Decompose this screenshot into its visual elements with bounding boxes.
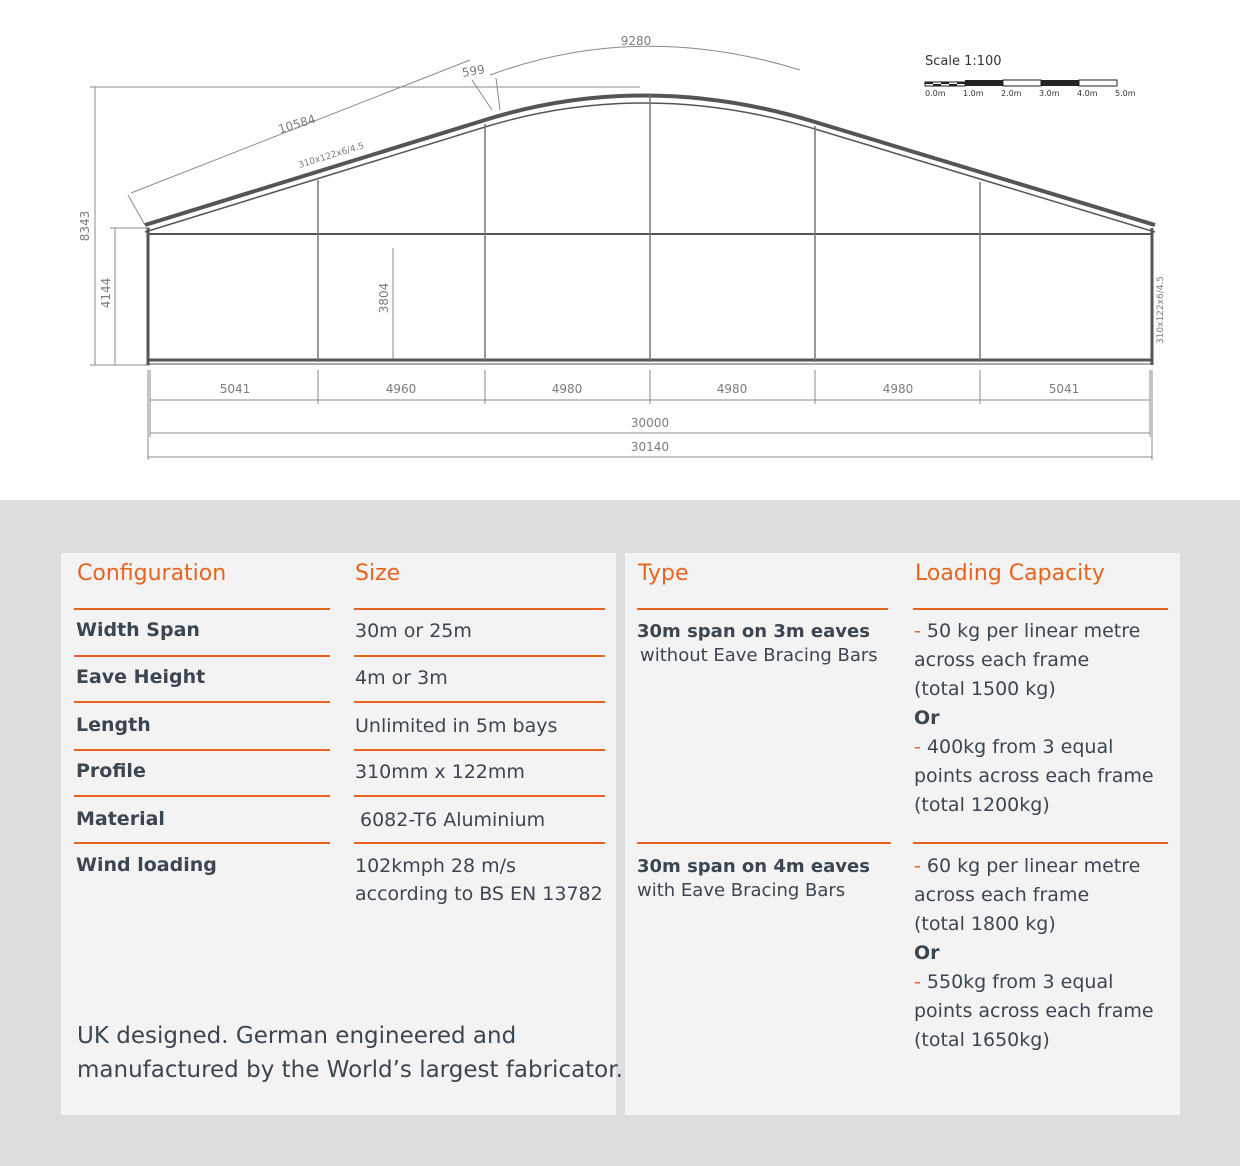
rafter-length-dim: 10584	[276, 111, 318, 137]
span-inner-dim: 30000	[630, 416, 670, 430]
type-option-2-detail: with Eave Bracing Bars	[637, 880, 846, 901]
rafter-profile-dim: 310x122x6/4.5	[297, 141, 366, 171]
capacity-1a-line-2: across each frame	[914, 649, 1090, 671]
row-label-profile: Profile	[76, 760, 146, 782]
configuration-header: Configuration	[77, 561, 227, 586]
divider	[74, 608, 330, 610]
scale-tick-0: 0.0m	[925, 89, 946, 98]
type-option-1	[637, 620, 878, 668]
specs-card	[61, 553, 623, 1115]
row-value-width-span: 30m or 25m	[355, 620, 472, 642]
divider	[354, 608, 605, 610]
divider	[354, 795, 605, 797]
divider	[913, 842, 1168, 844]
or-separator: Or	[914, 707, 940, 729]
structure-drawing	[0, 0, 1240, 500]
capacity-2b-line-2: points across each frame	[914, 1000, 1154, 1022]
type-option-1-detail: without Eave Bracing Bars	[640, 645, 878, 666]
bay-dim-6: 5041	[1048, 382, 1080, 396]
divider	[913, 608, 1168, 610]
height-dimension-lines	[90, 60, 640, 365]
divider	[637, 608, 888, 610]
row-label-length: Length	[76, 714, 151, 736]
loading-capacity-header: Loading Capacity	[915, 561, 1105, 586]
row-label-material: Material	[76, 808, 165, 830]
capacity-1a-line-1: 50 kg per linear metre	[926, 620, 1141, 642]
bay-dim-5: 4980	[882, 382, 914, 396]
scale-tick-4: 4.0m	[1077, 89, 1098, 98]
bullet-dash: -	[914, 620, 927, 642]
span-outer-dim: 30140	[630, 440, 670, 454]
capacity-1b-line-3: (total 1200kg)	[914, 794, 1050, 816]
type-option-1-title: 30m span on 3m eaves	[637, 621, 870, 642]
divider	[74, 655, 330, 657]
tagline-line-2: manufactured by the World’s largest fabricator.	[77, 1057, 623, 1083]
capacity-option-1	[914, 617, 1154, 820]
scale-tick-5: 5.0m	[1115, 89, 1136, 98]
leg-profile-dim: 310x122x6/4.5	[1156, 275, 1166, 345]
scale-bar	[925, 80, 1117, 86]
row-label-width-span: Width Span	[76, 619, 200, 641]
capacity-2b-line-1: 550kg from 3 equal	[926, 971, 1114, 993]
type-option-2	[637, 855, 870, 903]
spec-panel	[0, 500, 1240, 1166]
row-label-wind-loading: Wind loading	[76, 854, 217, 876]
type-option-2-title: 30m span on 4m eaves	[637, 856, 870, 877]
capacity-1b-line-2: points across each frame	[914, 765, 1154, 787]
divider	[354, 655, 605, 657]
divider	[354, 701, 605, 703]
scale-label: Scale 1:100	[925, 54, 1002, 69]
type-header: Type	[638, 561, 689, 586]
divider	[74, 842, 330, 844]
row-value-profile: 310mm x 122mm	[355, 761, 525, 783]
or-separator: Or	[914, 942, 940, 964]
divider	[74, 795, 330, 797]
inner-height-dim: 3804	[377, 282, 391, 314]
wind-loading-line-2: according to BS EN 13782	[355, 883, 603, 905]
divider	[74, 701, 330, 703]
row-value-material: 6082-T6 Aluminium	[360, 809, 546, 831]
row-label-eave-height: Eave Height	[76, 666, 206, 688]
capacity-1b-line-1: 400kg from 3 equal	[926, 736, 1114, 758]
capacity-1a-line-3: (total 1500 kg)	[914, 678, 1056, 700]
tagline-line-1: UK designed. German engineered and	[77, 1023, 517, 1049]
total-height-dim: 8343	[78, 210, 92, 242]
tagline	[77, 1019, 623, 1087]
frame-posts	[318, 95, 980, 362]
divider	[354, 842, 605, 844]
capacity-2a-line-1: 60 kg per linear metre	[926, 855, 1141, 877]
capacity-2a-line-2: across each frame	[914, 884, 1090, 906]
bullet-dash: -	[914, 971, 927, 993]
row-value-length: Unlimited in 5m bays	[355, 715, 558, 737]
arc-length-dim: 9280	[620, 34, 652, 48]
capacity-2a-line-3: (total 1800 kg)	[914, 913, 1056, 935]
offset-dim: 599	[460, 62, 486, 80]
wind-loading-line-1: 102kmph 28 m/s	[355, 855, 516, 877]
divider	[354, 749, 605, 751]
bullet-dash: -	[914, 736, 927, 758]
bay-dim-2: 4960	[385, 382, 417, 396]
bullet-dash: -	[914, 855, 927, 877]
eave-height-dim: 4144	[99, 277, 113, 309]
row-value-wind-loading	[355, 852, 603, 908]
divider	[74, 749, 330, 751]
capacity-2b-line-3: (total 1650kg)	[914, 1029, 1050, 1051]
bay-dim-4: 4980	[716, 382, 748, 396]
scale-tick-2: 2.0m	[1001, 89, 1022, 98]
capacity-option-2	[914, 852, 1154, 1055]
loading-card	[625, 553, 1180, 1115]
bay-dim-3: 4980	[551, 382, 583, 396]
structure-elevation-svg	[0, 0, 1240, 500]
scale-tick-3: 3.0m	[1039, 89, 1060, 98]
bay-dim-1: 5041	[219, 382, 251, 396]
scale-tick-1: 1.0m	[963, 89, 984, 98]
size-header: Size	[355, 561, 401, 586]
row-value-eave-height: 4m or 3m	[355, 667, 448, 689]
divider	[637, 842, 891, 844]
arc-dimension-line	[490, 46, 800, 75]
